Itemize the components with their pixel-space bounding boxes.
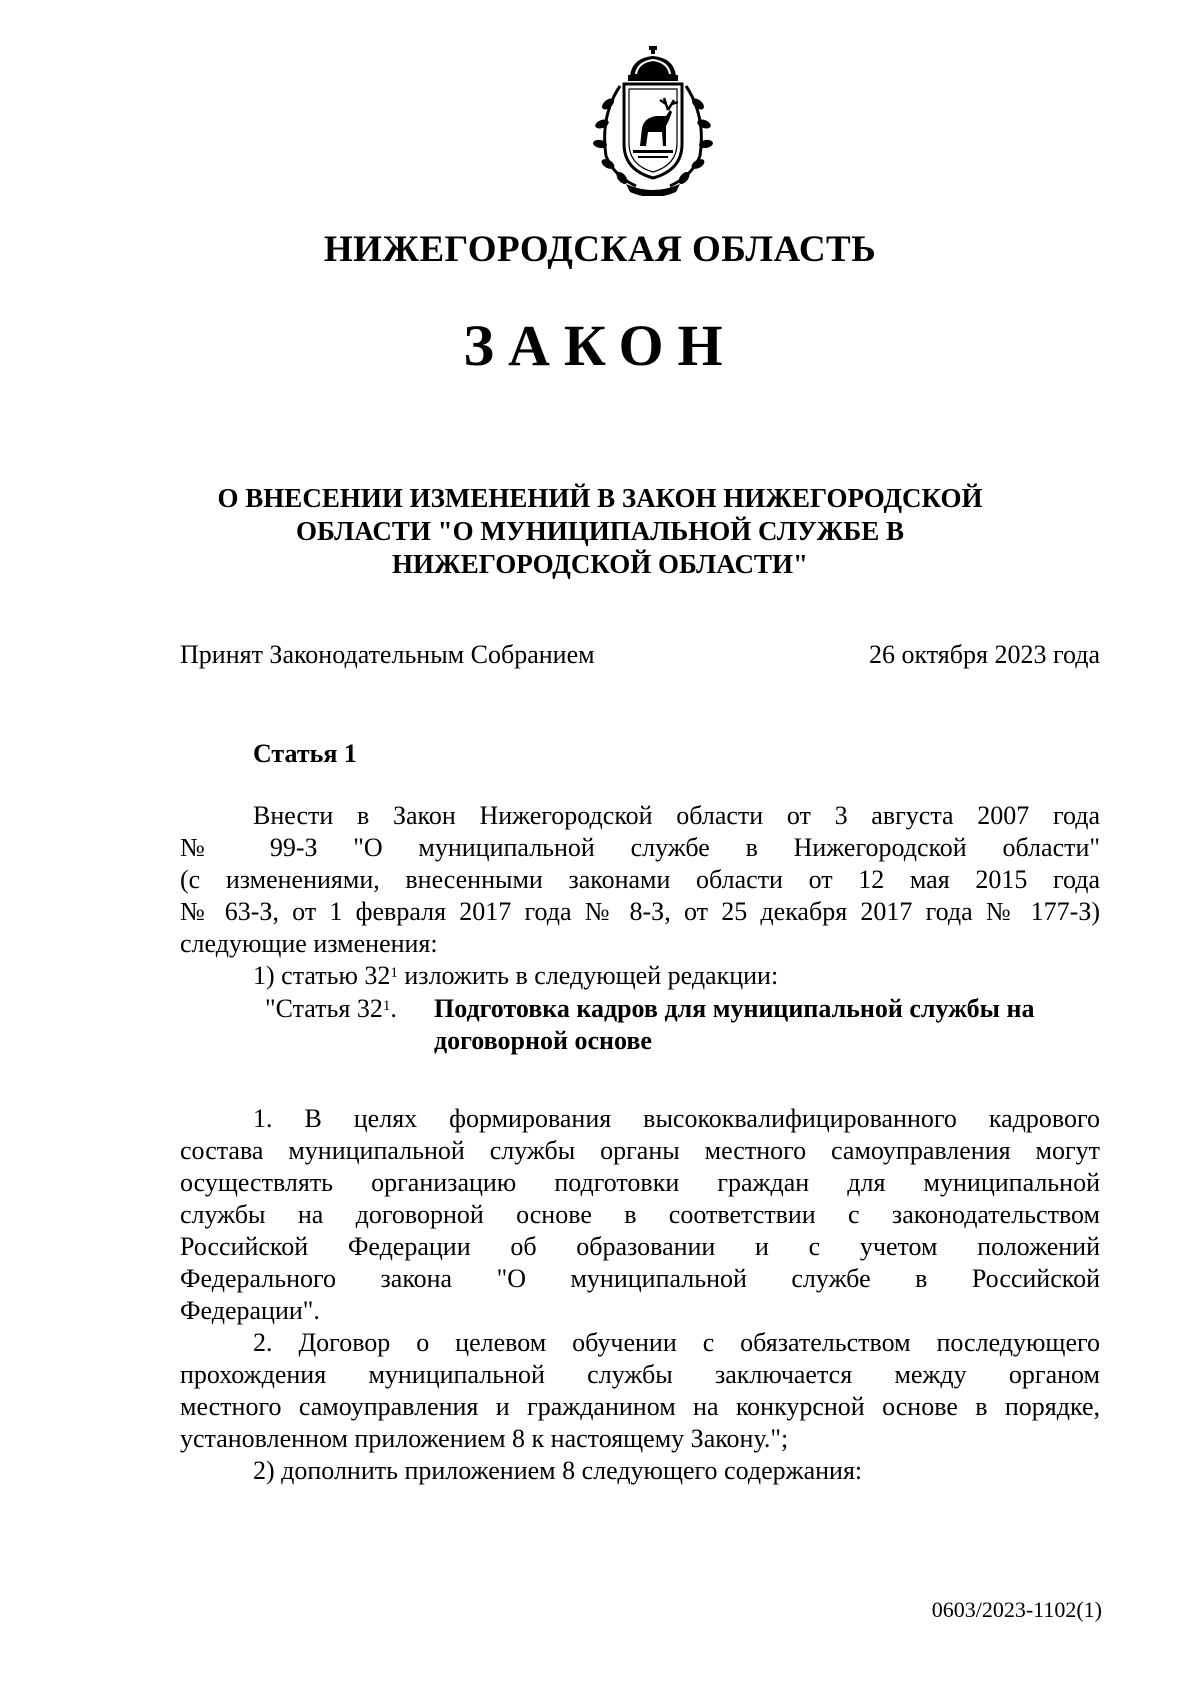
label-text: "Статья 32 [265, 994, 383, 1023]
text-line: Федерации". [180, 1296, 320, 1325]
text-line: № 99-З "О муниципальной службе в Нижегородской области" [180, 833, 1100, 862]
text-line: состава муниципальной службы органы местного самоуправления могут [180, 1136, 1100, 1165]
region-name: НИЖЕГОРОДСКАЯ ОБЛАСТЬ [323, 229, 877, 270]
law-title-line: ОБЛАСТИ "О МУНИЦИПАЛЬНОЙ СЛУЖБЕ В [295, 516, 905, 546]
paragraph-2 [180, 1327, 1100, 1455]
law-title [150, 482, 1050, 581]
law-title-line: О ВНЕСЕНИИ ИЗМЕНЕНИЙ В ЗАКОН НИЖЕГОРОДСКОЙ [217, 483, 983, 513]
adoption-row [180, 640, 1100, 670]
text-line: прохождения муниципальной службы заключается между органом [180, 1360, 1100, 1389]
item-text: 1) статью 32 [253, 961, 391, 990]
text-line: (с изменениями, внесенными законами области от 12 мая 2015 года [180, 865, 1100, 894]
text-line: Внести в Закон Нижегородской области от 3 августа 2007 года [253, 801, 1100, 830]
text-line: Федерального закона "О муниципальной службе в Российской [180, 1264, 1100, 1293]
text-line: договорной основе [434, 1026, 652, 1055]
new-article-label [265, 993, 397, 1025]
text-line: 1. В целях формирования высококвалифицированного кадрового [253, 1104, 1100, 1133]
text-line: местного самоуправления и гражданином на конкурсной основе в порядке, [180, 1392, 1100, 1421]
new-article-name [434, 993, 1100, 1057]
text-line: № 63-З, от 1 февраля 2017 года № 8-З, от 25 декабря 2017 года № 177-З) [180, 897, 1100, 926]
adoption-date: 26 октября 2023 года [869, 640, 1100, 669]
text-line: Российской Федерации об образовании и с учетом положений [180, 1232, 1100, 1261]
text-line: установленном приложением 8 к настоящему Закону."; [180, 1424, 789, 1453]
superscript: 1 [390, 965, 398, 981]
amendment-item-2: 2) дополнить приложением 8 следующего содержания: [253, 1456, 863, 1485]
text-line: службы на договорной основе в соответствии с законодательством [180, 1200, 1100, 1229]
superscript: 1 [382, 998, 391, 1014]
paragraph-1 [180, 1103, 1100, 1327]
text-line: следующие изменения: [180, 929, 438, 958]
text-line: осуществлять организацию подготовки граждан для муниципальной [180, 1168, 1100, 1197]
law-title-line: НИЖЕГОРОДСКОЙ ОБЛАСТИ" [392, 549, 808, 579]
article-heading: Статья 1 [253, 739, 357, 768]
amendment-item-1 [253, 960, 778, 992]
document-type: ЗАКОН [463, 313, 737, 378]
text-line: 2. Договор о целевом обучении с обязательством последующего [253, 1328, 1100, 1357]
label-text: . [390, 994, 397, 1023]
item-text: изложить в следующей редакции: [397, 961, 779, 990]
coat-of-arms-icon [586, 46, 720, 196]
adoption-label: Принят Законодательным Собранием [180, 640, 595, 669]
article-intro [180, 800, 1100, 960]
text-line: Подготовка кадров для муниципальной службы на [434, 994, 1035, 1023]
document-code: 0603/2023-1102(1) [931, 1597, 1102, 1622]
